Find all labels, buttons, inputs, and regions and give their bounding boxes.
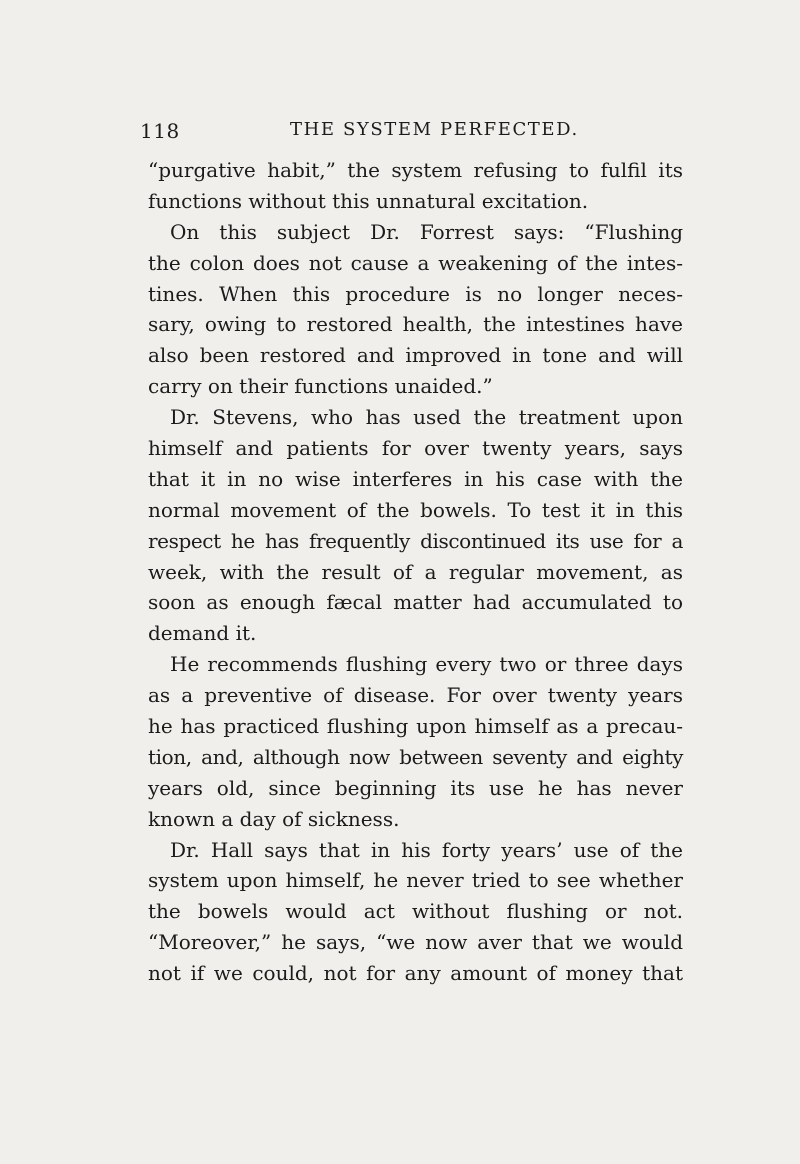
- text-line: that it in no wise interferes in his case with the: [148, 466, 683, 491]
- text-line: demand it.: [148, 621, 257, 646]
- text-line: himself and patients for over twenty years, says: [148, 436, 683, 461]
- text-line: “Moreover,” he says, “we now aver that we would: [148, 930, 683, 955]
- text-line: He recommends flushing every two or three days: [170, 652, 683, 677]
- text-line: system upon himself, he never tried to see whether: [148, 868, 683, 893]
- text-line: not if we could, not for any amount of money that: [148, 961, 683, 986]
- text-line: the bowels would act without flushing or not.: [148, 899, 683, 924]
- text-line: tines. When this procedure is no longer neces-: [148, 281, 683, 306]
- page-number: 118: [140, 119, 180, 143]
- text-line: “purgative habit,” the system refusing to fulfil its: [148, 158, 683, 182]
- text-line: normal movement of the bowels. To test it in this: [148, 497, 683, 522]
- text-line: carry on their functions unaided.”: [148, 374, 493, 399]
- page-header: [140, 119, 700, 149]
- running-head: THE SYSTEM PERFECTED.: [290, 119, 579, 140]
- text-line: known a day of sickness.: [148, 806, 400, 831]
- text-line: On this subject Dr. Forrest says: “Flushing: [170, 219, 683, 244]
- text-line: years old, since beginning its use he has never: [148, 775, 683, 800]
- text-line: functions without this unnatural excitation.: [148, 188, 589, 213]
- text-line: he has practiced flushing upon himself as a precau-: [148, 714, 683, 739]
- text-line: also been restored and improved in tone and will: [148, 343, 683, 368]
- text-line: respect he has frequently discontinued its use for a: [148, 528, 683, 553]
- text-line: Dr. Hall says that in his forty years’ use of the: [170, 837, 683, 862]
- text-line: as a preventive of disease. For over twenty years: [148, 683, 683, 708]
- text-line: sary, owing to restored health, the intestines have: [148, 312, 683, 337]
- body-text: [148, 155, 683, 989]
- text-line: Dr. Stevens, who has used the treatment upon: [170, 405, 683, 430]
- text-line: week, with the result of a regular movement, as: [148, 559, 683, 584]
- text-line: soon as enough fæcal matter had accumulated to: [148, 590, 683, 615]
- text-line: tion, and, although now between seventy and eighty: [148, 744, 683, 769]
- text-line: the colon does not cause a weakening of the intes-: [148, 250, 683, 275]
